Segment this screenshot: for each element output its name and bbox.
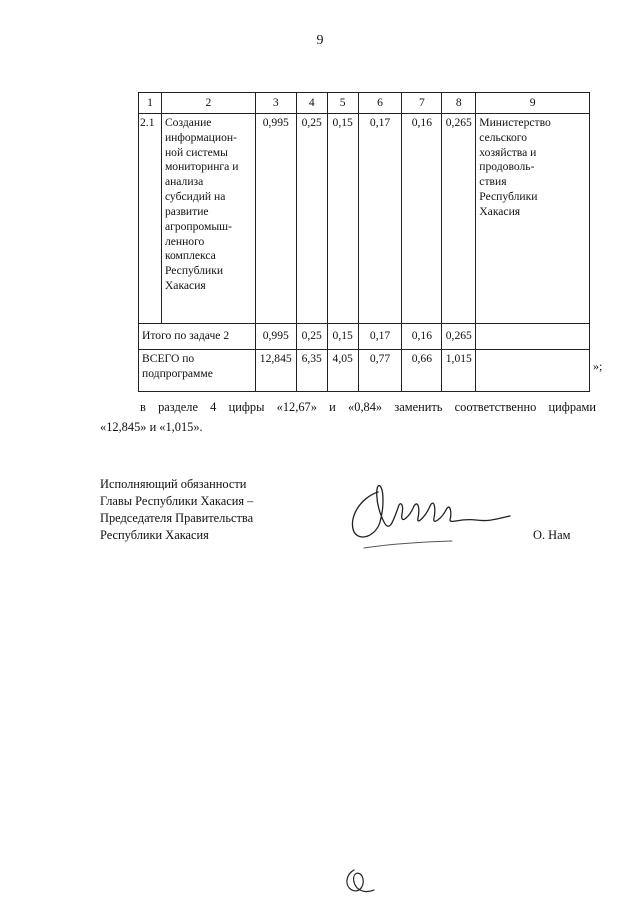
- row-name-line: Создание: [164, 116, 212, 129]
- program-table: [138, 92, 590, 392]
- row-name-line: комплекса: [164, 249, 216, 263]
- row-name-line: Республики: [164, 264, 224, 278]
- row-name: [161, 114, 255, 324]
- value-col3: 0,995: [255, 114, 296, 324]
- executor-line: ствия: [479, 175, 507, 189]
- table-header-row: [139, 93, 590, 114]
- executor-line: Республики: [479, 190, 538, 204]
- value-col7: 0,66: [402, 350, 442, 392]
- page-number: 9: [316, 33, 324, 48]
- row-name-line: ленного: [164, 234, 205, 248]
- row-name-line: ной системы: [164, 145, 228, 159]
- row-name-line: Хакасия: [164, 279, 206, 293]
- signatory-title: [100, 476, 340, 543]
- total-all-label: [139, 350, 256, 392]
- header-cell: 6: [358, 93, 402, 114]
- closing-quote: »;: [593, 359, 603, 373]
- header-cell: 8: [442, 93, 476, 114]
- value-col6: 0,17: [358, 114, 402, 324]
- value-col4: 6,35: [296, 350, 327, 392]
- handwritten-signature: [340, 478, 520, 558]
- executor: [476, 114, 590, 324]
- amendment-line: «12,845» и «1,015».: [100, 419, 203, 434]
- value-col3: 0,995: [255, 324, 296, 350]
- header-cell: 5: [327, 93, 358, 114]
- total-task-label: Итого по задаче 2: [139, 324, 256, 350]
- amendment-paragraph: [100, 398, 596, 438]
- row-name-line: развитие: [164, 204, 209, 218]
- signatory-title-line: Главы Республики Хакасия –: [100, 493, 254, 508]
- value-col6: 0,17: [358, 324, 402, 350]
- header-cell: 4: [296, 93, 327, 114]
- executor-line: хозяйства и: [479, 145, 537, 159]
- executor-line: сельского: [479, 130, 528, 144]
- row-id: 2.1: [139, 114, 162, 324]
- header-cell: 9: [476, 93, 590, 114]
- value-col8: 1,015: [442, 350, 476, 392]
- empty-cell: [476, 324, 590, 350]
- table-row-total-all: [139, 350, 590, 392]
- total-all-label-line: ВСЕГО по: [142, 352, 195, 365]
- header-cell: 2: [161, 93, 255, 114]
- row-name-line: информацион-: [164, 130, 237, 144]
- table-row-total-task: [139, 324, 590, 350]
- amendment-line: в разделе 4 цифры «12,67» и «0,84» заменить соответственно цифрами: [140, 400, 596, 414]
- table-row: [139, 114, 590, 324]
- signatory-title-line: Председателя Правительства: [100, 510, 254, 525]
- signatory-title-line: Республики Хакасия: [100, 527, 209, 542]
- value-col6: 0,77: [358, 350, 402, 392]
- row-name-line: агропромыш-: [164, 219, 232, 233]
- row-name-line: анализа: [164, 175, 204, 189]
- value-col4: 0,25: [296, 324, 327, 350]
- header-cell: 3: [255, 93, 296, 114]
- value-col8: 0,265: [442, 324, 476, 350]
- value-col5: 0,15: [327, 324, 358, 350]
- signatory-title-line: Исполняющий обязанности: [100, 477, 247, 491]
- value-col5: 4,05: [327, 350, 358, 392]
- executor-line: Министерство: [479, 116, 551, 129]
- total-all-label-line: подпрограмме: [142, 366, 213, 380]
- executor-line: продоволь-: [479, 160, 535, 174]
- value-col7: 0,16: [402, 324, 442, 350]
- value-col7: 0,16: [402, 114, 442, 324]
- value-col8: 0,265: [442, 114, 476, 324]
- header-cell: 7: [402, 93, 442, 114]
- row-name-line: субсидий на: [164, 190, 226, 204]
- header-cell: 1: [139, 93, 162, 114]
- value-col3: 12,845: [255, 350, 296, 392]
- signer-name: О. Нам: [533, 528, 571, 542]
- handwritten-initials: [340, 864, 380, 900]
- row-name-line: мониторинга и: [164, 160, 239, 174]
- empty-cell: [476, 350, 590, 392]
- executor-line: Хакасия: [479, 204, 521, 218]
- value-col4: 0,25: [296, 114, 327, 324]
- value-col5: 0,15: [327, 114, 358, 324]
